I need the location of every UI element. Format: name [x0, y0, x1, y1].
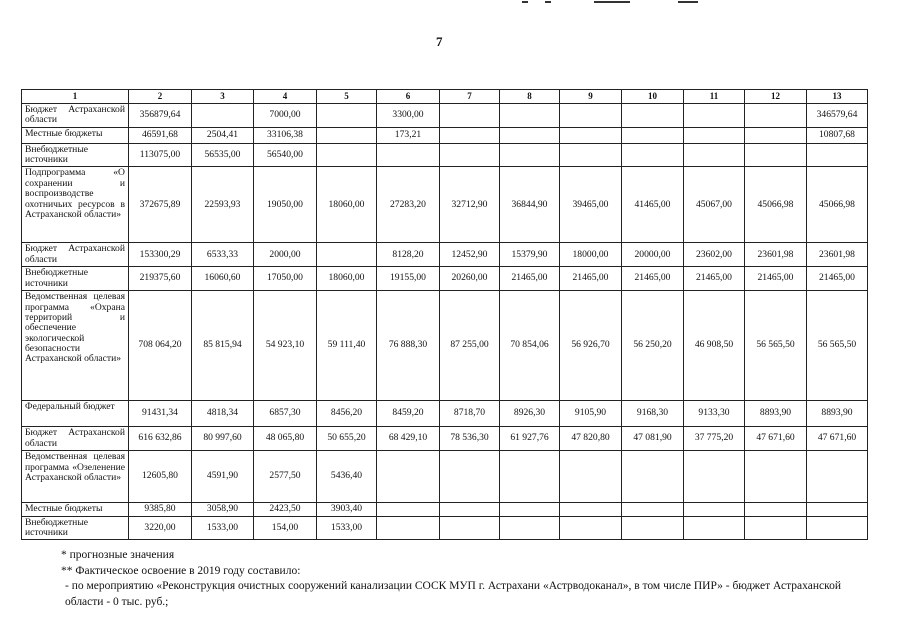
table-cell: 8459,20 — [377, 401, 440, 427]
row-label: Ведомственная целевая программа «Охрана территорий и обеспечение экологической безопасности Астраханской области» — [22, 291, 129, 401]
table-row — [22, 127, 868, 143]
table-cell: 8926,30 — [500, 401, 560, 427]
table-cell: 23601,98 — [745, 243, 807, 267]
table-cell: 8456,20 — [317, 401, 377, 427]
table-cell — [317, 127, 377, 143]
table-cell: 372675,89 — [129, 167, 192, 243]
table-cell: 4818,34 — [192, 401, 254, 427]
table-cell: 32712,90 — [440, 167, 500, 243]
table-cell: 59 111,40 — [317, 291, 377, 401]
table-cell: 33106,38 — [254, 127, 317, 143]
table-cell: 5436,40 — [317, 451, 377, 503]
table-cell: 8893,90 — [807, 401, 868, 427]
table-cell — [317, 104, 377, 128]
table-cell: 3903,40 — [317, 503, 377, 516]
table-cell — [684, 143, 745, 167]
table-cell: 18000,00 — [560, 243, 622, 267]
table-cell — [684, 451, 745, 503]
table-cell: 6533,33 — [192, 243, 254, 267]
table-cell: 36844,90 — [500, 167, 560, 243]
table-cell — [440, 516, 500, 540]
table-cell — [684, 104, 745, 128]
table-cell — [560, 143, 622, 167]
table-cell: 61 927,76 — [500, 427, 560, 451]
table-row — [22, 167, 868, 243]
column-header: 8 — [500, 90, 560, 104]
table-cell: 15379,90 — [500, 243, 560, 267]
column-header: 3 — [192, 90, 254, 104]
footnote-actual: ** Фактическое освоение в 2019 году составило: — [61, 564, 301, 577]
table-row — [22, 516, 868, 540]
table-cell — [560, 451, 622, 503]
table-cell: 91431,34 — [129, 401, 192, 427]
table-cell: 85 815,94 — [192, 291, 254, 401]
table-cell: 16060,60 — [192, 267, 254, 291]
column-header: 9 — [560, 90, 622, 104]
row-label: Бюджет Астраханской области — [22, 243, 129, 267]
table-cell: 47 820,80 — [560, 427, 622, 451]
table-cell: 47 671,60 — [807, 427, 868, 451]
page-number: 7 — [436, 34, 443, 49]
table-cell: 7000,00 — [254, 104, 317, 128]
table-cell: 153300,29 — [129, 243, 192, 267]
table-cell: 2423,50 — [254, 503, 317, 516]
table-cell: 1533,00 — [192, 516, 254, 540]
table-cell: 21465,00 — [684, 267, 745, 291]
table-cell: 1533,00 — [317, 516, 377, 540]
table-cell: 9105,90 — [560, 401, 622, 427]
column-header: 2 — [129, 90, 192, 104]
table-cell: 48 065,80 — [254, 427, 317, 451]
table-cell: 21465,00 — [807, 267, 868, 291]
table-cell: 8893,90 — [745, 401, 807, 427]
table-cell: 47 081,90 — [622, 427, 684, 451]
table-cell: 45067,00 — [684, 167, 745, 243]
table-cell: 2504,41 — [192, 127, 254, 143]
table-cell: 18060,00 — [317, 267, 377, 291]
table-cell — [807, 516, 868, 540]
table-cell: 80 997,60 — [192, 427, 254, 451]
table-cell: 9168,30 — [622, 401, 684, 427]
table-cell: 20260,00 — [440, 267, 500, 291]
table-cell — [560, 516, 622, 540]
table-cell: 113075,00 — [129, 143, 192, 167]
table-cell — [622, 104, 684, 128]
table-cell — [500, 503, 560, 516]
table-cell: 2577,50 — [254, 451, 317, 503]
table-row — [22, 503, 868, 516]
footnote-item: - по мероприятию «Реконструкция очистных сооружений канализации СОСК МУП г. Астрахани «Астрводоканал», в том числе ПИР» - бюджет Астраханской области - 0 тыс. руб.; — [65, 580, 841, 608]
table-cell: 56 565,50 — [745, 291, 807, 401]
table-cell: 9385,80 — [129, 503, 192, 516]
table-cell — [560, 127, 622, 143]
table-cell — [317, 143, 377, 167]
table-cell — [684, 503, 745, 516]
table-row — [22, 451, 868, 503]
table-cell — [745, 516, 807, 540]
table-cell — [440, 127, 500, 143]
table-cell — [192, 104, 254, 128]
table-cell — [807, 503, 868, 516]
table-cell — [745, 503, 807, 516]
table-cell: 219375,60 — [129, 267, 192, 291]
table-row — [22, 291, 868, 401]
table-cell: 154,00 — [254, 516, 317, 540]
table-cell — [622, 451, 684, 503]
table-cell: 346579,64 — [807, 104, 868, 128]
table-cell — [317, 243, 377, 267]
table-cell — [440, 143, 500, 167]
table-cell — [745, 451, 807, 503]
table-cell: 21465,00 — [622, 267, 684, 291]
column-header: 12 — [745, 90, 807, 104]
table-cell: 356879,64 — [129, 104, 192, 128]
table-cell: 10807,68 — [807, 127, 868, 143]
table-cell — [745, 104, 807, 128]
footnotes — [21, 548, 881, 610]
table-cell: 27283,20 — [377, 167, 440, 243]
table-cell — [622, 516, 684, 540]
table-cell: 50 655,20 — [317, 427, 377, 451]
table-cell: 45066,98 — [745, 167, 807, 243]
table-cell: 3058,90 — [192, 503, 254, 516]
budget-table — [21, 89, 868, 540]
table-cell: 23602,00 — [684, 243, 745, 267]
column-header: 6 — [377, 90, 440, 104]
table-cell: 4591,90 — [192, 451, 254, 503]
table-cell — [622, 143, 684, 167]
column-header: 4 — [254, 90, 317, 104]
table-cell: 20000,00 — [622, 243, 684, 267]
table-cell — [440, 503, 500, 516]
table-cell: 56 926,70 — [560, 291, 622, 401]
row-label: Бюджет Астраханской области — [22, 104, 129, 128]
table-cell: 46591,68 — [129, 127, 192, 143]
table-cell — [500, 127, 560, 143]
table-row — [22, 104, 868, 128]
row-label: Подпрограмма «О сохранении и воспроизводстве охотничьих ресурсов в Астраханской области» — [22, 167, 129, 243]
row-label: Бюджет Астраханской области — [22, 427, 129, 451]
table-cell: 17050,00 — [254, 267, 317, 291]
table-cell: 9133,30 — [684, 401, 745, 427]
table-cell: 22593,93 — [192, 167, 254, 243]
table-cell — [377, 503, 440, 516]
table-cell: 12605,80 — [129, 451, 192, 503]
table-cell: 3300,00 — [377, 104, 440, 128]
table-cell: 173,21 — [377, 127, 440, 143]
table-cell — [377, 516, 440, 540]
table-cell — [745, 127, 807, 143]
table-cell — [500, 143, 560, 167]
table-cell: 8128,20 — [377, 243, 440, 267]
row-label: Ведомственная целевая программа «Озеленение Астраханской области» — [22, 451, 129, 503]
row-label: Федеральный бюджет — [22, 401, 129, 427]
footnote-forecast: * прогнозные значения — [61, 549, 175, 561]
table-cell — [500, 516, 560, 540]
table-row — [22, 267, 868, 291]
table-cell — [560, 503, 622, 516]
table-cell — [622, 127, 684, 143]
table-cell: 70 854,06 — [500, 291, 560, 401]
table-cell: 616 632,86 — [129, 427, 192, 451]
table-cell: 23601,98 — [807, 243, 868, 267]
table-cell: 46 908,50 — [684, 291, 745, 401]
row-label: Местные бюджеты — [22, 127, 129, 143]
table-cell — [440, 104, 500, 128]
table-cell: 39465,00 — [560, 167, 622, 243]
table-cell — [560, 104, 622, 128]
table-cell: 21465,00 — [745, 267, 807, 291]
table-body — [22, 104, 868, 540]
table-cell: 21465,00 — [560, 267, 622, 291]
table-cell — [500, 451, 560, 503]
row-label: Внебюджетные источники — [22, 267, 129, 291]
row-label: Внебюджетные источники — [22, 516, 129, 540]
table-cell: 19155,00 — [377, 267, 440, 291]
table-cell — [377, 143, 440, 167]
table-cell — [684, 127, 745, 143]
table-cell — [377, 451, 440, 503]
table-cell: 87 255,00 — [440, 291, 500, 401]
table-cell: 54 923,10 — [254, 291, 317, 401]
table-cell: 3220,00 — [129, 516, 192, 540]
table-cell: 45066,98 — [807, 167, 868, 243]
table-cell: 6857,30 — [254, 401, 317, 427]
table-cell — [440, 451, 500, 503]
table-cell: 56 565,50 — [807, 291, 868, 401]
row-label: Внебюджетные источники — [22, 143, 129, 167]
table-cell: 78 536,30 — [440, 427, 500, 451]
column-header: 13 — [807, 90, 868, 104]
table-cell: 76 888,30 — [377, 291, 440, 401]
table-cell: 708 064,20 — [129, 291, 192, 401]
table-cell: 56 250,20 — [622, 291, 684, 401]
table-cell: 2000,00 — [254, 243, 317, 267]
table-cell — [807, 451, 868, 503]
column-header: 11 — [684, 90, 745, 104]
table-cell: 18060,00 — [317, 167, 377, 243]
table-cell — [622, 503, 684, 516]
column-header: 1 — [22, 90, 129, 104]
table-cell: 56540,00 — [254, 143, 317, 167]
column-header: 5 — [317, 90, 377, 104]
table-cell — [807, 143, 868, 167]
table-cell: 37 775,20 — [684, 427, 745, 451]
table-header-row — [22, 90, 868, 104]
table-cell: 21465,00 — [500, 267, 560, 291]
table-cell: 68 429,10 — [377, 427, 440, 451]
table-row — [22, 143, 868, 167]
table-cell: 47 671,60 — [745, 427, 807, 451]
table-cell — [684, 516, 745, 540]
column-header: 7 — [440, 90, 500, 104]
column-header: 10 — [622, 90, 684, 104]
table-cell: 56535,00 — [192, 143, 254, 167]
table-row — [22, 243, 868, 267]
table-row — [22, 427, 868, 451]
table-cell: 41465,00 — [622, 167, 684, 243]
table-cell — [745, 143, 807, 167]
table-cell: 8718,70 — [440, 401, 500, 427]
table-row — [22, 401, 868, 427]
row-label: Местные бюджеты — [22, 503, 129, 516]
table-cell: 12452,90 — [440, 243, 500, 267]
table-cell — [500, 104, 560, 128]
top-edge-marks — [0, 0, 905, 6]
table-cell: 19050,00 — [254, 167, 317, 243]
